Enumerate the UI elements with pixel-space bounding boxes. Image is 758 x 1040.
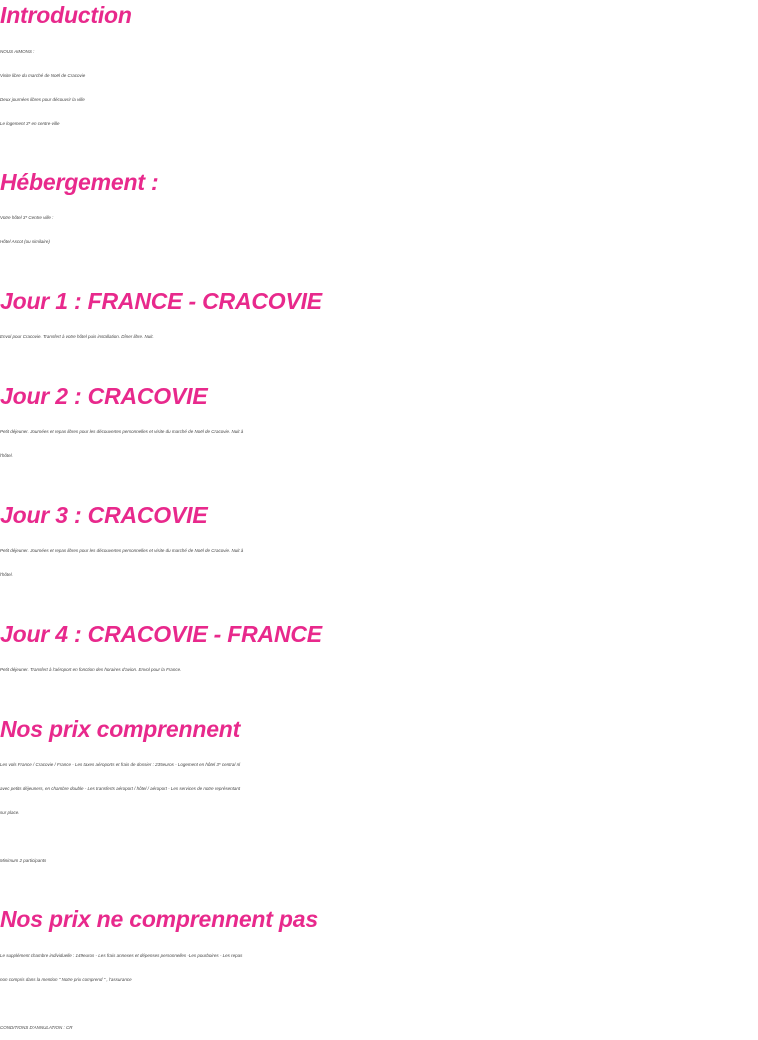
day-4-heading: Jour 4 : CRACOVIE - FRANCE xyxy=(0,621,322,647)
not-included-heading: Nos prix ne comprennent pas xyxy=(0,906,318,932)
included-text: avec petits déjeuners, en chambre double - Les transferts aéroport / hôtel / aéroport - Les services de notre représentant xyxy=(0,786,241,791)
hebergement-heading: Hébergement : xyxy=(0,169,159,195)
day-2-heading: Jour 2 : CRACOVIE xyxy=(0,383,208,409)
included-text: sur place. xyxy=(0,810,20,815)
intro-line: NOUS AIMONS : xyxy=(0,49,35,54)
minimum-participants: Minimum 2 participants xyxy=(0,858,47,863)
not-included-text: Le supplément chambre individuelle : 149euros - Les frais annexes et dépenses personnelles -Les pourboires - Les repas xyxy=(0,953,243,958)
day-1-heading: Jour 1 : FRANCE - CRACOVIE xyxy=(0,288,322,314)
hebergement-line: Votre hôtel 3* Centre ville : xyxy=(0,215,54,220)
included-heading: Nos prix comprennent xyxy=(0,716,241,742)
intro-heading: Introduction xyxy=(0,2,132,28)
day-3-description: l'hôtel. xyxy=(0,572,13,577)
day-2-description: l'hôtel. xyxy=(0,453,13,458)
included-text: Les vols France / Cracovie / France - Les taxes aéroports et frais de dossier : 235euros - Logement en hôtel 3* central nl xyxy=(0,762,241,767)
intro-line: Visite libre du marché de Noël de Cracovie xyxy=(0,73,86,78)
hebergement-line: Hôtel Ascot (ou similaire) xyxy=(0,239,50,244)
intro-line: Le logement 3* en centre-ville xyxy=(0,121,60,126)
day-2-description: Petit déjeuner. Journées et repas libres pour les découvertes personnelles et visite du marché de Noël de Cracovie. Nuit à xyxy=(0,429,244,434)
day-3-description: Petit déjeuner. Journées et repas libres pour les découvertes personnelles et visite du marché de Noël de Cracovie. Nuit à xyxy=(0,548,244,553)
not-included-text: non compris dans la mention " Notre prix comprend " , l'assurance xyxy=(0,977,132,982)
day-3-heading: Jour 3 : CRACOVIE xyxy=(0,502,208,528)
cancellation-conditions: CONDITIONS D'ANNULATION : CR xyxy=(0,1025,73,1030)
intro-line: Deux journées libres pour découvrir la ville xyxy=(0,97,85,102)
day-4-description: Petit déjeuner. Transfert à l'aéroport en fonction des horaires d'avion. Envol pour la France. xyxy=(0,667,182,672)
day-1-description: Envol pour Cracovie. Transfert à votre hôtel puis installation. Dîner libre. Nuit. xyxy=(0,334,154,339)
